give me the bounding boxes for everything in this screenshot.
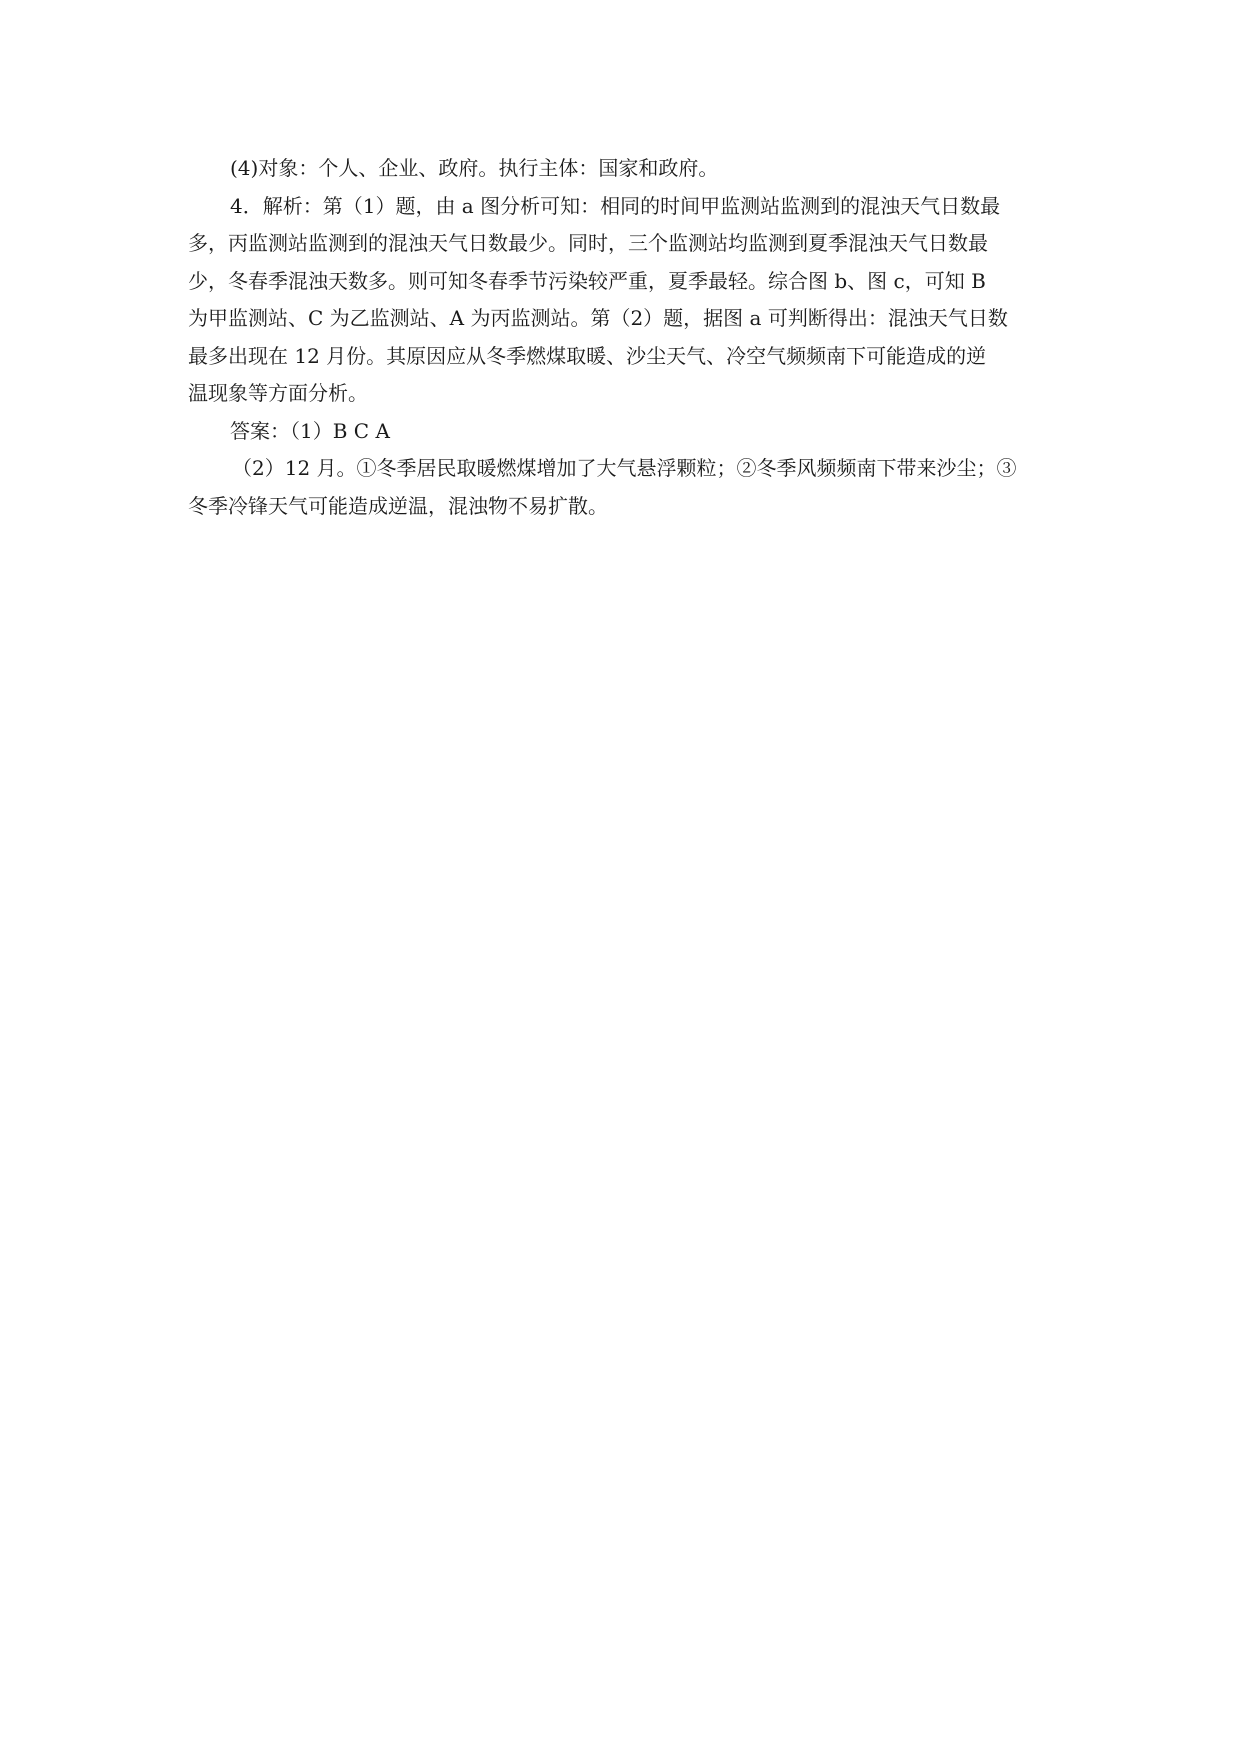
document-page bbox=[188, 150, 1054, 525]
text-line: 冬季冷锋天气可能造成逆温，混浊物不易扩散。 bbox=[188, 493, 608, 518]
text-line: 少，冬春季混浊天数多。则可知冬春季节污染较严重，夏季最轻。综合图 b、图 c，可知 B bbox=[188, 268, 986, 293]
paragraph-analysis-4 bbox=[188, 188, 1054, 413]
text-line: 答案：（1）B C A bbox=[230, 418, 390, 443]
text-line: 为甲监测站、C 为乙监测站、A 为丙监测站。第（2）题，据图 a 可判断得出：混浊天气日数 bbox=[188, 306, 1008, 330]
text-line: 多，丙监测站监测到的混浊天气日数最少。同时，三个监测站均监测到夏季混浊天气日数最 bbox=[188, 231, 988, 255]
text-line: （2）12 月。①冬季居民取暖燃煤增加了大气悬浮颗粒；②冬季风频频南下带来沙尘；③ bbox=[232, 456, 1017, 480]
text-line: (4)对象：个人、企业、政府。执行主体：国家和政府。 bbox=[230, 156, 719, 180]
paragraph-measure-4 bbox=[188, 150, 1054, 188]
text-line: 温现象等方面分析。 bbox=[188, 381, 368, 405]
paragraph-answer-2 bbox=[188, 450, 1054, 525]
paragraph-answer-1 bbox=[188, 413, 1054, 451]
text-line: 最多出现在 12 月份。其原因应从冬季燃煤取暖、沙尘天气、冷空气频频南下可能造成的逆 bbox=[188, 343, 987, 368]
text-line: 4．解析：第（1）题，由 a 图分析可知：相同的时间甲监测站监测到的混浊天气日数最 bbox=[230, 193, 1001, 218]
